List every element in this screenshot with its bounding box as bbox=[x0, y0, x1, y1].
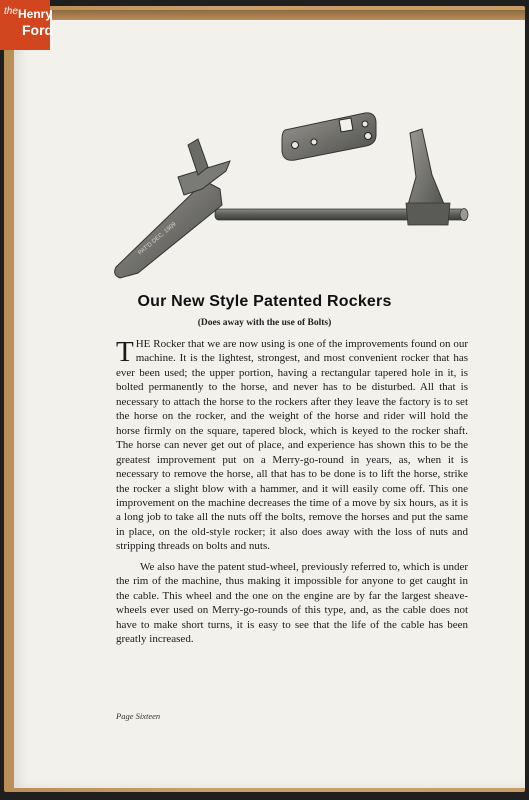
rocker-illustration bbox=[110, 105, 470, 290]
article-body bbox=[116, 337, 468, 647]
logo-ford: Ford bbox=[22, 22, 54, 38]
left-rocker-arm bbox=[115, 139, 230, 278]
paragraph-rocker: THE Rocker that we are now using is one of the improvements found on our machine. It is the lightest, strongest, and most convenient rocker that has ever been used; the upper portion, having a rectangular tapered hole in it, is bolted permanently to the horse, and never has to be disturbed. All that is necessary to attach the horse to the rockers after they leave the factory is to set the horse on the rocker, and the weight of the horse and rider will hold the horse firmly on the square, tapered block, which is keyed to the rocker shaft. The horse can never get out of place, and experience has shown this to be the greatest improvement put on a Merry-go-round in years, as, when it is necessary to remove the horse, all that has to be done is to lift the horse, strike the rocker a slight blow with a hammer, and it will easily come off. This one improvement on the machine decreases the time of a move by six hours, as it is a long job to take all the nuts off the bolts, remove the horses and put the same in place, on the old-style rocker; it also does away with the loss of nuts and stripping threads on bolts and nuts. bbox=[116, 336, 468, 553]
logo-the: the bbox=[4, 6, 18, 17]
paragraph-stud-wheel: We also have the patent stud-wheel, previously referred to, which is under the rim of the machine, thus making it impossible for anyone to get caught in the cable. This wheel and the one on the engine are by far the largest sheave-wheels ever used on Merry-go-rounds of this type, and, as the cable does not have to make short turns, it is easy to see that the life of the cable has been greatly increased. bbox=[116, 560, 468, 646]
henry-ford-logo bbox=[0, 0, 54, 50]
rocker-plate bbox=[282, 113, 376, 160]
rocker-inscription: PAT'D DEC. 1909 bbox=[137, 221, 178, 257]
page-title: Our New Style Patented Rockers bbox=[137, 293, 392, 310]
right-rocker-post bbox=[406, 129, 450, 225]
page-number: Page Sixteen bbox=[116, 711, 161, 721]
logo-henry: Henry bbox=[18, 7, 53, 21]
page-subtitle: (Does away with the use of Bolts) bbox=[197, 318, 332, 328]
